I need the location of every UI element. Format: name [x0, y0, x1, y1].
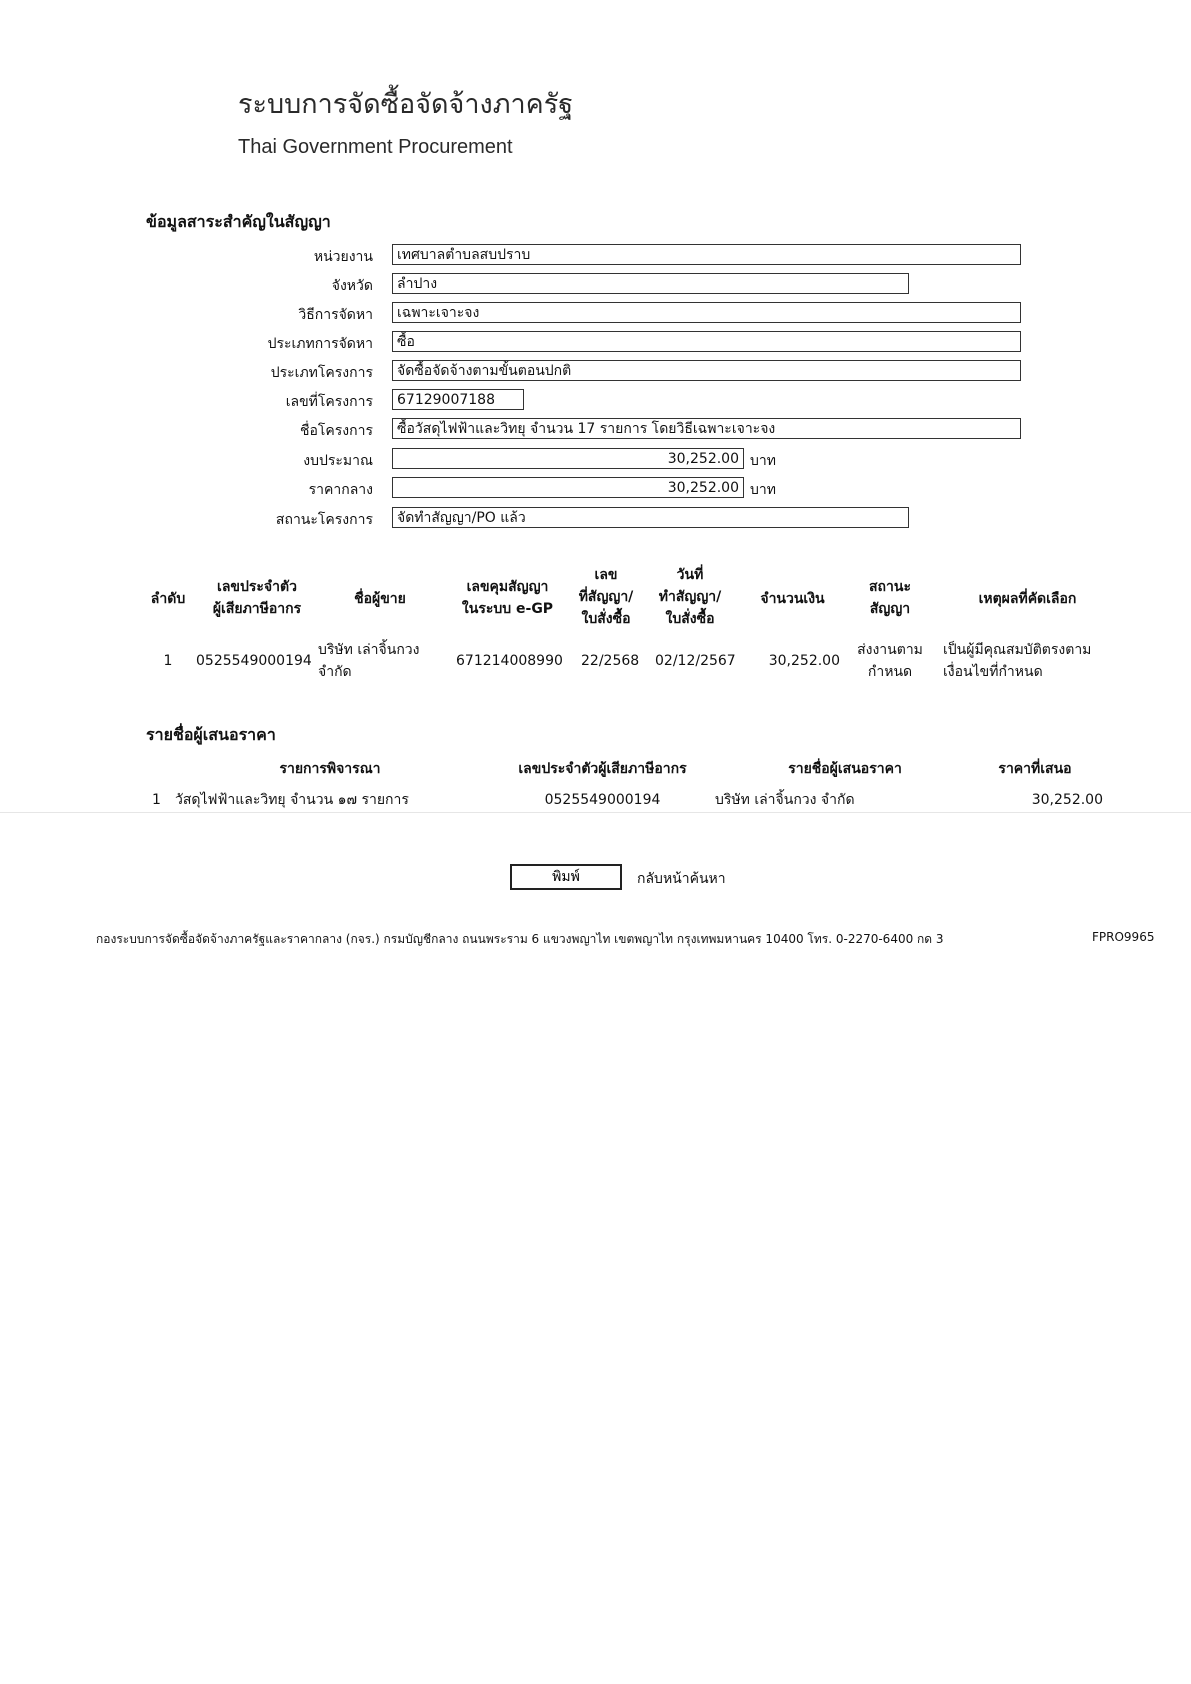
bidder-section-heading: รายชื่อผู้เสนอราคา — [146, 725, 276, 744]
province-label: จังหวัด — [331, 278, 373, 294]
row-contract-number: 22/2568 — [581, 653, 640, 669]
bidder-row-tax-id: 0525549000194 — [544, 792, 661, 808]
bidder-col-item-header: รายการพิจารณา — [279, 761, 381, 777]
col-seq-header: ลำดับ — [150, 591, 186, 607]
budget-field: 30,252.00 — [392, 448, 744, 469]
project-status-label: สถานะโครงการ — [275, 512, 373, 528]
row-status-line-1: ส่งงานตาม — [857, 642, 923, 658]
reference-price-label: ราคากลาง — [308, 482, 373, 498]
col-egp-header-2: ในระบบ e-GP — [461, 601, 554, 617]
row-egp-number: 671214008990 — [456, 653, 563, 669]
page-title-english: Thai Government Procurement — [238, 136, 513, 158]
row-vendor-line-1: บริษัท เล่าจิ้นกวง — [318, 642, 420, 658]
col-tax-id-header-2: ผู้เสียภาษีอากร — [212, 601, 302, 617]
row-status-line-2: กำหนด — [867, 664, 913, 680]
procurement-method-label: วิธีการจัดหา — [298, 307, 373, 323]
project-number-field: 67129007188 — [392, 389, 524, 410]
row-contract-date: 02/12/2567 — [655, 653, 736, 669]
project-type-field: จัดซื้อจัดจ้างตามขั้นตอนปกติ — [392, 360, 1021, 381]
bidder-col-name-header: รายชื่อผู้เสนอราคา — [788, 761, 902, 777]
procurement-method-field: เฉพาะเจาะจง — [392, 302, 1021, 323]
project-name-field: ซื้อวัสดุไฟฟ้าและวิทยุ จำนวน 17 รายการ โดยวิธีเฉพาะเจาะจง — [392, 418, 1021, 439]
project-type-label: ประเภทโครงการ — [270, 365, 373, 381]
col-reason-header: เหตุผลที่คัดเลือก — [978, 591, 1077, 607]
col-contract-no-header-3: ใบสั่งซื้อ — [581, 611, 631, 627]
project-number-label: เลขที่โครงการ — [285, 394, 373, 410]
bidder-row-name: บริษัท เล่าจิ้นกวง จำกัด — [715, 792, 855, 808]
row-seq: 1 — [163, 653, 173, 669]
col-egp-header-1: เลขคุมสัญญา — [466, 579, 549, 595]
province-field: ลำปาง — [392, 273, 909, 294]
contract-section-heading: ข้อมูลสาระสำคัญในสัญญา — [146, 212, 331, 231]
col-tax-id-header-1: เลขประจำตัว — [217, 579, 297, 595]
budget-unit: บาท — [750, 453, 776, 469]
col-date-header-3: ใบสั่งซื้อ — [665, 611, 715, 627]
project-status-field: จัดทำสัญญา/PO แล้ว — [392, 507, 909, 528]
row-tax-id: 0525549000194 — [196, 653, 312, 669]
row-amount: 30,252.00 — [768, 653, 840, 669]
col-date-header-1: วันที่ — [676, 567, 704, 583]
procurement-type-label: ประเภทการจัดหา — [267, 336, 373, 352]
bidder-col-price-header: ราคาที่เสนอ — [998, 761, 1072, 777]
bidder-col-tax-id-header: เลขประจำตัวผู้เสียภาษีอากร — [518, 761, 687, 777]
footer-address: กองระบบการจัดซื้อจัดจ้างภาครัฐและราคากลาง (กจร.) กรมบัญชีกลาง ถนนพระราม 6 แขวงพญาไท เขตพญาไท กรุงเทพมหานคร 10400 โทร. 0-2270-6400 กด 3 — [96, 932, 944, 946]
reference-price-unit: บาท — [750, 482, 776, 498]
col-amount-header: จำนวนเงิน — [760, 591, 825, 607]
row-vendor-line-2: จำกัด — [318, 664, 352, 680]
back-to-search-link[interactable]: กลับหน้าค้นหา — [637, 871, 726, 887]
row-reason-line-1: เป็นผู้มีคุณสมบัติตรงตาม — [943, 642, 1092, 658]
project-name-label: ชื่อโครงการ — [299, 423, 373, 439]
row-reason-line-2: เงื่อนไขที่กำหนด — [943, 664, 1043, 680]
bidder-row-price: 30,252.00 — [1031, 792, 1103, 808]
col-date-header-2: ทำสัญญา/ — [658, 589, 722, 605]
reference-price-field: 30,252.00 — [392, 477, 744, 498]
col-status-header-1: สถานะ — [869, 579, 911, 595]
col-contract-no-header-1: เลข — [594, 567, 618, 583]
agency-label: หน่วยงาน — [313, 249, 373, 265]
footer-form-code: FPRO9965 — [1092, 930, 1155, 944]
col-vendor-header: ชื่อผู้ขาย — [354, 591, 406, 607]
divider — [0, 812, 1191, 813]
page-title-thai: ระบบการจัดซื้อจัดจ้างภาครัฐ — [238, 89, 574, 120]
bidder-row-seq: 1 — [152, 792, 161, 808]
bidder-row-item: วัสดุไฟฟ้าและวิทยุ จำนวน ๑๗ รายการ — [175, 792, 409, 808]
procurement-type-field: ซื้อ — [392, 331, 1021, 352]
print-button[interactable]: พิมพ์ — [510, 864, 622, 890]
col-contract-no-header-2: ที่สัญญา/ — [578, 589, 634, 605]
col-status-header-2: สัญญา — [869, 601, 911, 617]
agency-field: เทศบาลตำบลสบปราบ — [392, 244, 1021, 265]
budget-label: งบประมาณ — [303, 453, 373, 469]
